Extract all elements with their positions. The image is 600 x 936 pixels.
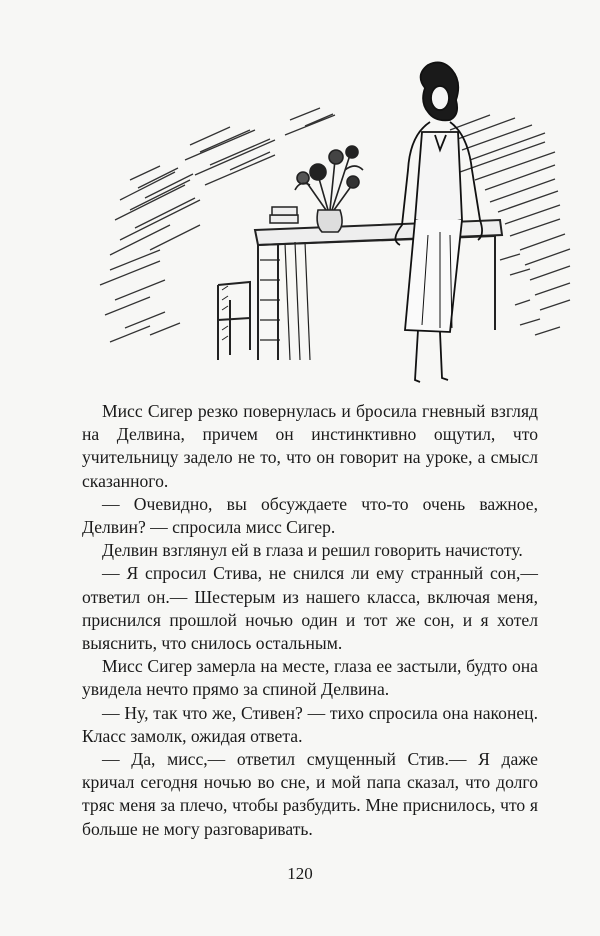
paragraph: Мисс Сигер замерла на месте, глаза ее застыли, будто она увидела нечто прямо за спиной Делвина. — [82, 656, 538, 700]
desk — [255, 220, 502, 360]
page-number: 120 — [287, 864, 313, 883]
body-text — [82, 400, 538, 841]
paragraph: Мисс Сигер резко повернулась и бросила гневный взгляд на Делвина, причем он инстинктивно ощутил, что учительницу задело не то, что он говорит на уроке, а смысл сказанного. — [82, 401, 538, 491]
teacher-illustration — [90, 60, 575, 395]
paragraph: — Я спросил Стива, не снился ли ему странный сон,— ответил он.— Шестерым из нашего класса, включая меня, приснился прошлой ночью один и тот же сон, и я хотел выяснить, что снилось остальным. — [82, 563, 538, 654]
paragraph: — Да, мисс,— ответил смущенный Стив.— Я даже кричал сегодня ночью во сне, и мой папа сказал, что долго тряс меня за плечо, чтобы разбудить. Мне приснилось, что я больше не могу разговаривать. — [82, 749, 538, 839]
paragraph: — Очевидно, вы обсуждаете что-то очень важное, Делвин? — спросила мисс Сигер. — [82, 493, 538, 538]
paragraph: Делвин взглянул ей в глаза и решил говорить начистоту. — [102, 540, 523, 561]
flower-vase — [295, 146, 363, 232]
books — [270, 207, 298, 223]
chair — [218, 282, 250, 360]
paragraph: — Ну, так что же, Стивен? — тихо спросила она наконец. Класс замолк, ожидая ответа. — [82, 702, 538, 746]
